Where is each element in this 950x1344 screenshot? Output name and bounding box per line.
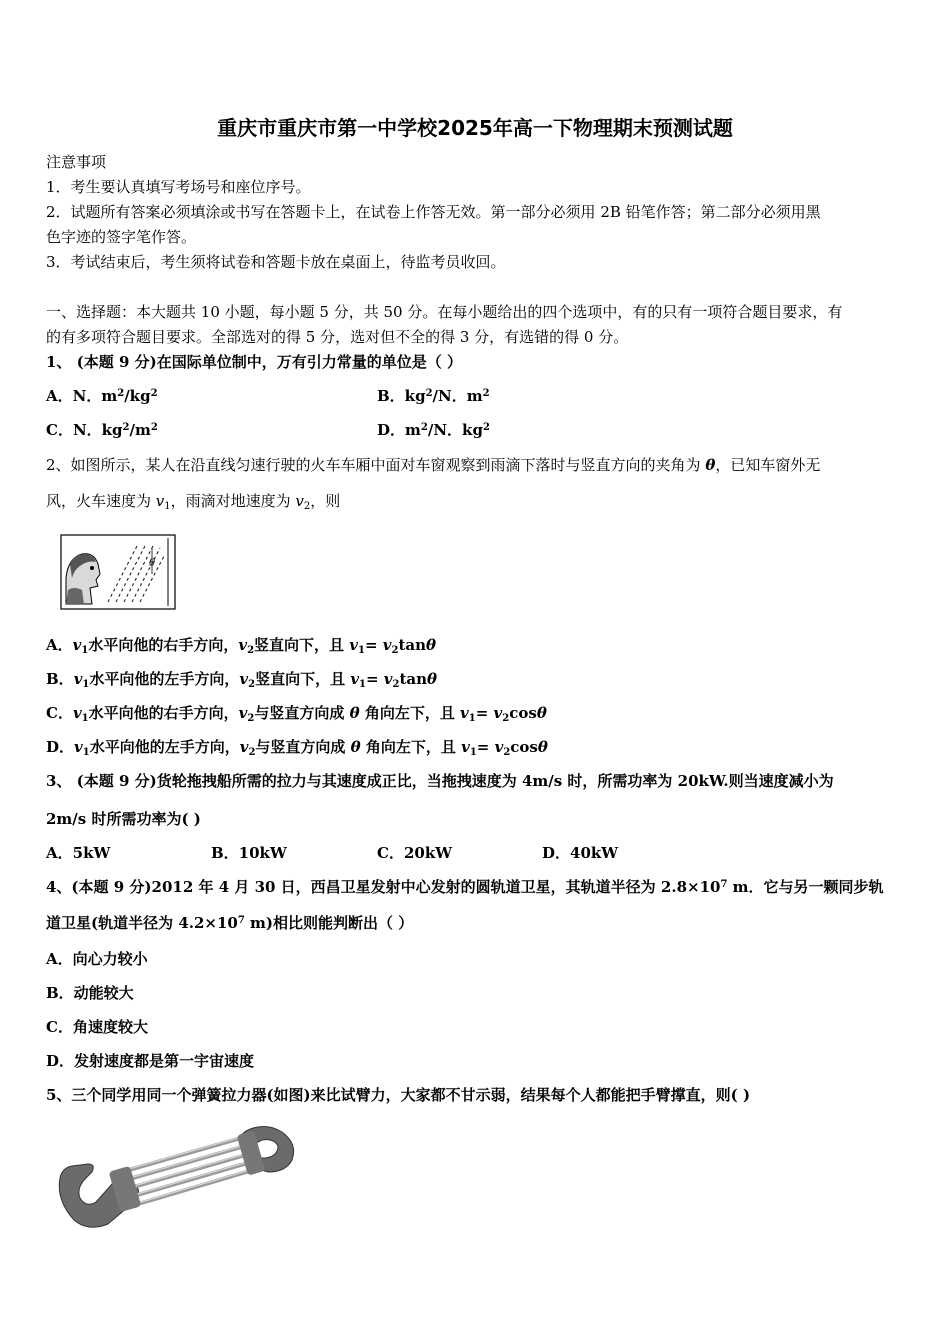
notice-item-3: 3．考试结束后，考生须将试卷和答题卡放在桌面上，待监考员收回。 [46,253,506,271]
section1-intro-2: 的有多项符合题目要求。全部选对的得 5 分，选对但不全的得 3 分，有选错的得 0 分。 [46,328,629,346]
q3-stem-line-1: 3、 (本题 9 分)货轮拖拽船所需的拉力与其速度成正比，当拖拽速度为 4m/s 时，所需功率为 20kW.则当速度减小为 [46,772,834,790]
q4-option-b: B．动能较大 [46,984,134,1002]
q3-option-b: B．10kW [211,844,287,862]
q4-option-a: A．向心力较小 [46,950,148,968]
q2-stem-line-2: 风，火车速度为 $v_1$，雨滴对地速度为 $v_2$，则 [46,492,341,512]
q2-option-c: C．$v_1$水平向他的右手方向，$v_2$与竖直方向成 θ 角向左下，且 $v_1= v_2\cos\theta$ [46,704,547,724]
q2-stem-line-1: 2、如图所示，某人在沿直线匀速行驶的火车车厢中面对车窗观察到雨滴下落时与竖直方向的夹角为 θ，已知车窗外无 [46,456,821,474]
q1-option-d: D．$m^2/N$．$kg^2$ [377,421,490,439]
q4-option-d: D．发射速度都是第一宇宙速度 [46,1052,255,1070]
q3-option-d: D．40kW [542,844,619,862]
train-window-figure [60,534,176,610]
person-eye-icon [90,566,94,570]
page-title: 重庆市重庆市第一中学校2025年高一下物理期末预测试题 [217,116,733,140]
q1-option-c: C．N．$kg^2/m^2$ [46,421,158,439]
q1-option-a: A．N．$m^2/kg^2$ [46,387,158,405]
section1-intro-1: 一、选择题：本大题共 10 小题，每小题 5 分，共 50 分。在每小题给出的四个选项中，有的只有一项符合题目要求，有 [46,303,843,321]
q4-option-c: C．角速度较大 [46,1018,148,1036]
q4-stem-line-2: 道卫星(轨道半径为 $4.2\times 10^7$ m)相比则能判断出（ ） [46,914,414,932]
q2-option-a: A．$v_1$水平向他的右手方向，$v_2$竖直向下，且 $v_1= v_2\tan\theta$ [46,636,437,656]
notice-heading: 注意事项 [46,153,107,171]
spring-highlights [122,1135,260,1203]
person-shoulder-icon [66,588,84,604]
notice-item-2-cont: 色字迹的签字笔作答。 [46,228,197,246]
q3-option-a: A．5kW [46,844,111,862]
q1-stem: 1、 (本题 9 分)在国际单位制中，万有引力常量的单位是（ ） [46,353,462,371]
q3-stem-line-2: 2m/s 时所需功率为( ) [46,810,201,828]
q1-option-b: B．$kg^2/N$．$m^2$ [377,387,490,405]
theta-label: θ [149,558,156,569]
q5-stem: 5、三个同学用同一个弹簧拉力器(如图)来比试臂力，大家都不甘示弱，结果每个人都能把手臂撑直，则( ) [46,1086,751,1104]
spring-expander-figure [52,1120,302,1235]
q3-option-c: C．20kW [377,844,453,862]
q4-stem-line-1: 4、(本题 9 分)2012 年 4 月 30 日，西昌卫星发射中心发射的圆轨道卫星，其轨道半径为 $2.8\times 10^7$ m．它与另一颗同步轨 [46,878,884,896]
notice-item-1: 1．考生要认真填写考场号和座位序号。 [46,178,311,196]
q2-option-b: B．$v_1$水平向他的左手方向，$v_2$竖直向下，且 $v_1= v_2\tan\theta$ [46,670,438,690]
q2-option-d: D．$v_1$水平向他的左手方向，$v_2$与竖直方向成 θ 角向左下，且 $v_1= v_2\cos\theta$ [46,738,548,758]
notice-item-2: 2．试题所有答案必须填涂或书写在答题卡上，在试卷上作答无效。第一部分必须用 2B 铅笔作答；第二部分必须用黑 [46,203,821,221]
